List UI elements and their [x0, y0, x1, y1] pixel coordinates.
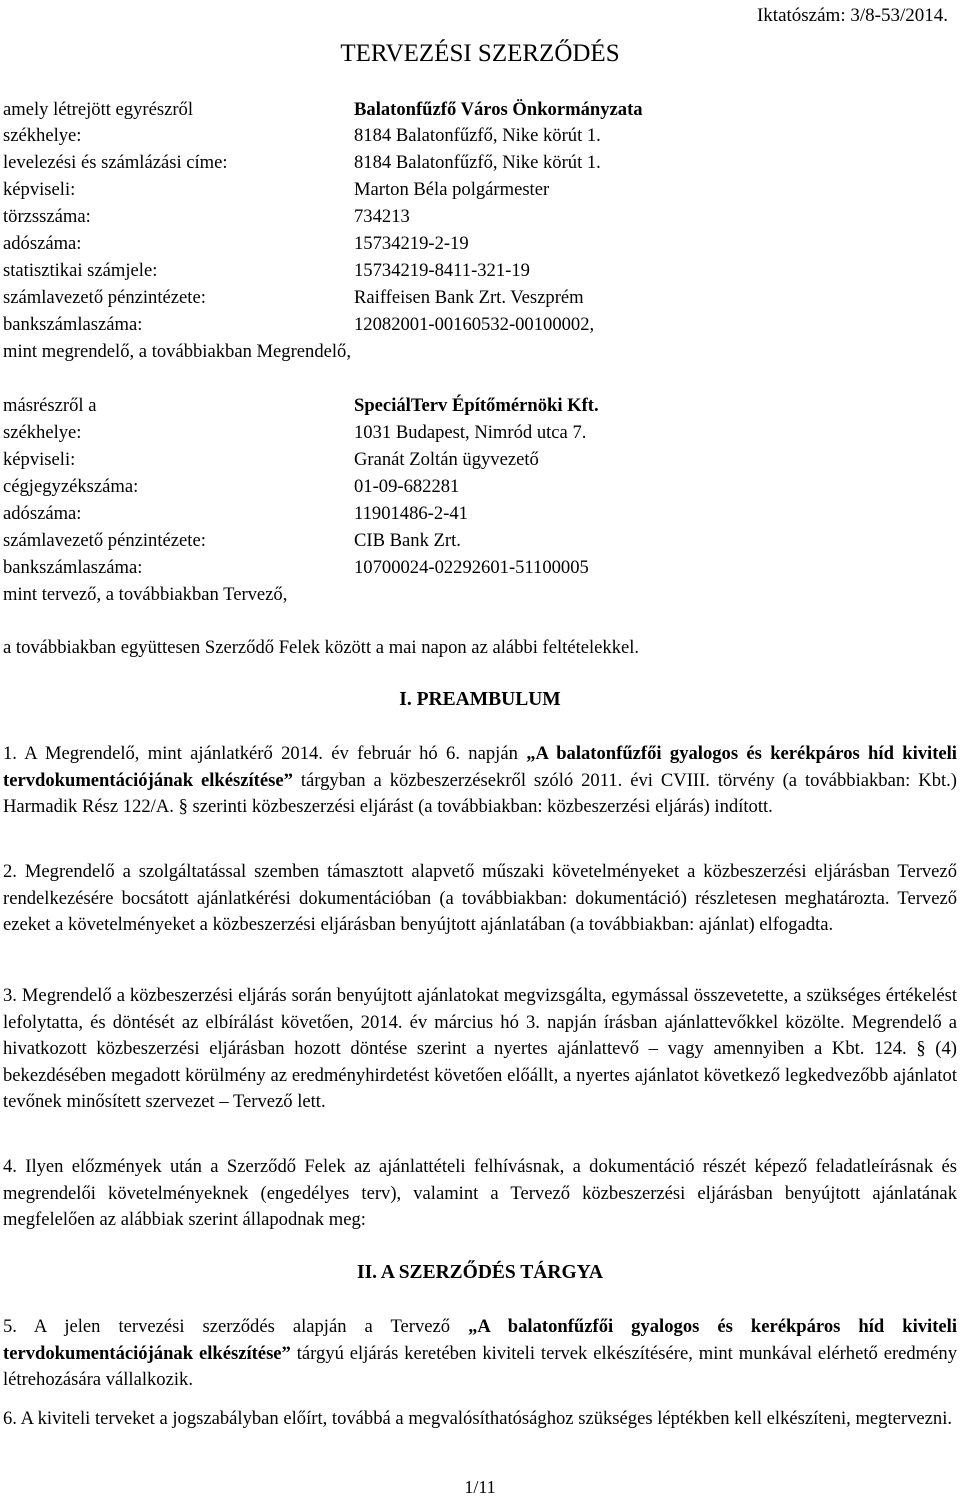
- party1-billing-address-label: levelezési és számlázási címe:: [3, 152, 228, 173]
- party1-registry-number-value: 734213: [354, 206, 410, 227]
- party2-account-number-label: bankszámlaszáma:: [3, 557, 143, 578]
- document-title: TERVEZÉSI SZERZŐDÉS: [340, 40, 620, 67]
- party2-intro: másrészről a: [3, 395, 97, 416]
- party1-tax-number-label: adószáma:: [3, 233, 82, 254]
- party2-company-registry-value: 01-09-682281: [354, 476, 460, 497]
- party1-representative-value: Marton Béla polgármester: [354, 179, 550, 200]
- paragraph-1-subject: „A balatonfűzfői gyalogos és kerékpáros híd kiviteli tervdokumentációjának elkészítése”: [3, 743, 957, 791]
- paragraph-3: 3. Megrendelő a közbeszerzési eljárás során benyújtott ajánlatokat megvizsgálta, egymással összevetette, a szükséges értékelést lefolytatta, és döntését az elbírálást követően, 2014. év március hó 3. napján írásban ajánlattevőkkel közölte. Megrendelő a hivatkozott közbeszerzési eljárásban hozott döntése szerint a nyertes ajánlattevő – vagy amennyiben a Kbt. 124. § (4) bekezdésében megadott körülmény az eredményhirdetést követően előállt, a nyertes ajánlatot következő legkedvezőbb ajánlatot tevőnek minősített szervezet – Tervező lett.: [3, 985, 957, 1113]
- party1-seat-label: székhelye:: [3, 125, 82, 146]
- paragraph-5-text-a: 5. A jelen tervezési szerződés alapján a Tervező: [3, 1316, 469, 1337]
- paragraph-2: 2. Megrendelő a szolgáltatással szemben támasztott alapvető műszaki követelményeket a közbeszerzési eljárásban Tervező rendelkezésére bocsátott ajánlatkérési dokumentációban (a továbbiakban: dokumentáció) részletesen meghatározta. Tervező ezeket a követelményeket a közbeszerzési eljárásban benyújtott ajánlatában (a továbbiakban: ajánlat) elfogadta.: [3, 861, 957, 936]
- party1-tax-number-value: 15734219-2-19: [354, 233, 469, 254]
- party1-billing-address-value: 8184 Balatonfűzfő, Nike körút 1.: [354, 152, 601, 173]
- paragraph-4: 4. Ilyen előzmények után a Szerződő Felek az ajánlattételi felhívásnak, a dokumentáció részét képező feladatleírásnak és megrendelői követelményeknek (engedélyes terv), valamint a Tervező közbeszerzési eljárásban benyújtott ajánlatának megfelelően az alábbiak szerint állapodnak meg:: [3, 1156, 957, 1231]
- paragraph-5: [3, 1314, 957, 1394]
- paragraph-5-subject: „A balatonfűzfői gyalogos és kerékpáros híd kiviteli tervdokumentációjának elkészítése”: [3, 1316, 957, 1364]
- party2-representative-label: képviseli:: [3, 449, 76, 470]
- party2-tax-number-value: 11901486-2-41: [354, 503, 468, 524]
- party1-representative-label: képviseli:: [3, 179, 76, 200]
- party2-tax-number-label: adószáma:: [3, 503, 82, 524]
- document-reference-number: Iktatószám: 3/8-53/2014.: [756, 5, 948, 26]
- party1-account-number-value: 12082001-00160532-00100002,: [354, 314, 595, 335]
- paragraph-5-text-b: tárgyú eljárás keretében kiviteli tervek elkészítésére, mint munkával elérhető eredmény létrehozására vállalkozik.: [3, 1342, 957, 1391]
- party2-bank-value: CIB Bank Zrt.: [354, 530, 461, 551]
- party2-seat-value: 1031 Budapest, Nimród utca 7.: [354, 422, 587, 443]
- party1-bank-label: számlavezető pénzintézete:: [3, 287, 206, 308]
- party2-bank-label: számlavezető pénzintézete:: [3, 530, 206, 551]
- section-heading-subject: II. A SZERZŐDÉS TÁRGYA: [356, 1262, 604, 1283]
- party1-account-number-label: bankszámlaszáma:: [3, 314, 143, 335]
- paragraph-1: [3, 741, 957, 821]
- party1-name: Balatonfűzfő Város Önkormányzata: [354, 99, 643, 120]
- party1-registry-number-label: törzsszáma:: [3, 206, 91, 227]
- party2-seat-label: székhelye:: [3, 422, 82, 443]
- party2-name: SpeciálTerv Építőmérnöki Kft.: [354, 395, 599, 416]
- paragraph-1-text-b: tárgyban a közbeszerzésekről szóló 2011. évi CVIII. törvény (a továbbiakban: Kbt.) Harmadik Rész 122/A. § szerinti közbeszerzési eljárást (a továbbiakban: közbeszerzési eljárás) indított.: [3, 769, 957, 818]
- paragraph-1-text-a: 1. A Megrendelő, mint ajánlatkérő 2014. év február hó 6. napján: [3, 743, 527, 764]
- party1-role: mint megrendelő, a továbbiakban Megrendelő,: [3, 341, 352, 362]
- party1-statistical-code-label: statisztikai számjele:: [3, 260, 158, 281]
- party2-representative-value: Granát Zoltán ügyvezető: [354, 449, 539, 470]
- page-number: 1/11: [464, 1477, 496, 1497]
- party2-company-registry-label: cégjegyzékszáma:: [3, 476, 139, 497]
- paragraph-6: 6. A kiviteli terveket a jogszabályban előírt, továbbá a megvalósíthatósághoz szükséges léptékben kell elkészíteni, megtervezni.: [3, 1408, 953, 1429]
- party1-seat-value: 8184 Balatonfűzfő, Nike körút 1.: [354, 125, 601, 146]
- closing-sentence: a továbbiakban együttesen Szerződő Felek között a mai napon az alábbi feltételekkel.: [3, 637, 640, 658]
- party2-account-number-value: 10700024-02292601-51100005: [354, 557, 589, 578]
- party1-statistical-code-value: 15734219-8411-321-19: [354, 260, 530, 281]
- section-heading-preamble: I. PREAMBULUM: [399, 689, 561, 710]
- party2-role: mint tervező, a továbbiakban Tervező,: [3, 584, 288, 605]
- party1-bank-value: Raiffeisen Bank Zrt. Veszprém: [354, 287, 584, 308]
- party1-intro: amely létrejött egyrészről: [3, 99, 193, 120]
